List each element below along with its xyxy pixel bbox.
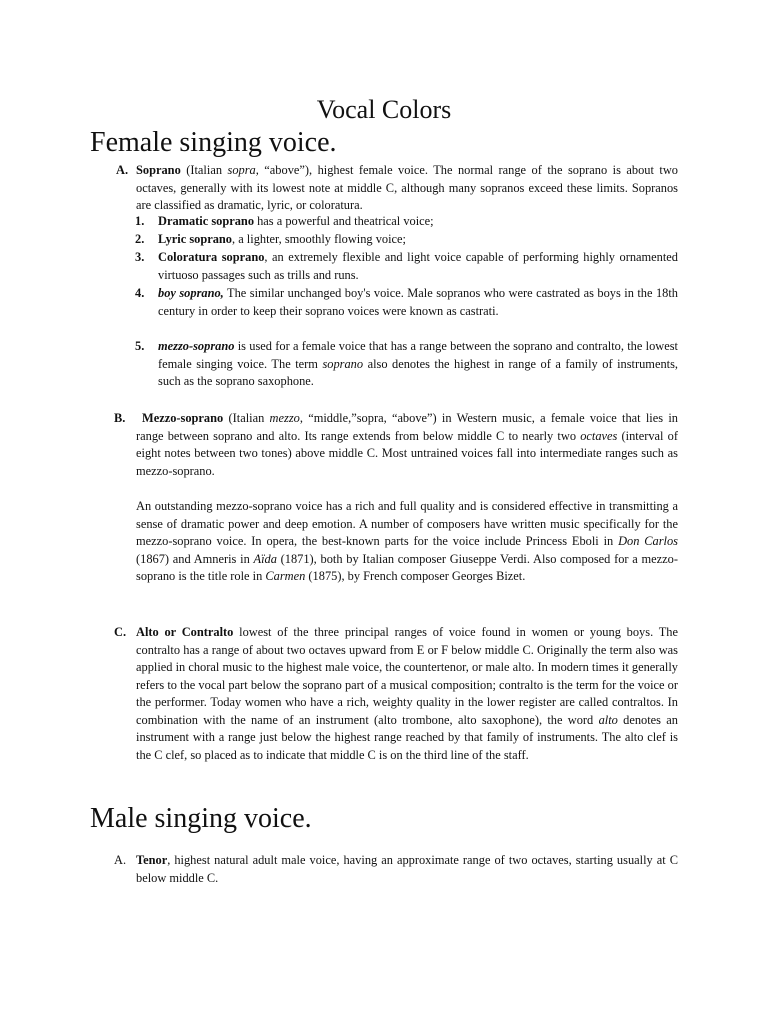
mezzo-soprano-paragraph bbox=[136, 410, 678, 480]
term: boy soprano, bbox=[158, 286, 224, 300]
text-run: , a lighter, smoothly flowing voice; bbox=[232, 232, 406, 246]
term-soprano: Soprano bbox=[136, 163, 181, 177]
female-voice-heading: Female singing voice. bbox=[90, 127, 337, 158]
list-item-coloratura-soprano bbox=[158, 249, 678, 284]
term-tenor: Tenor bbox=[136, 853, 168, 867]
term: Lyric soprano bbox=[158, 232, 233, 246]
text-run: sopra, bbox=[227, 163, 259, 177]
mezzo-soprano-paragraph-2 bbox=[136, 498, 678, 586]
list-marker: A. bbox=[114, 853, 127, 867]
opera-title: Carmen bbox=[265, 569, 306, 583]
term: Coloratura soprano bbox=[158, 250, 265, 264]
opera-title: Don Carlos bbox=[618, 534, 679, 548]
text-run: alto bbox=[598, 712, 618, 727]
text-run: , an extremely flexible and light voice capable of performing highly ornamented virtuoso passages such as trills and runs. bbox=[158, 250, 678, 282]
term: mezzo-soprano bbox=[158, 339, 235, 353]
text-run: (1867) and Amneris in bbox=[136, 551, 254, 566]
text-run: also denotes the highest in range of a family of instruments, such as the soprano saxophone. bbox=[158, 356, 678, 388]
term: Dramatic soprano bbox=[158, 214, 255, 228]
list-item-boy-soprano bbox=[158, 285, 678, 320]
soprano-paragraph bbox=[136, 162, 678, 215]
sub-marker: 5. bbox=[135, 339, 145, 353]
text-run: has a powerful and theatrical voice; bbox=[254, 214, 434, 228]
text-run: (1875), by French composer Georges Bizet. bbox=[305, 569, 526, 583]
sub-marker: 2. bbox=[135, 232, 145, 246]
term-alto: Alto or Contralto bbox=[136, 625, 234, 639]
text-run: (Italian bbox=[180, 163, 228, 177]
text-run: , highest natural adult male voice, having an approximate range of two octaves, starting usually at C below middle C. bbox=[136, 853, 678, 885]
text-run: octaves bbox=[580, 428, 618, 443]
text-run: (Italian bbox=[223, 411, 270, 425]
sub-marker: 4. bbox=[135, 286, 145, 300]
list-item-lyric-soprano bbox=[158, 231, 678, 249]
page-title: Vocal Colors bbox=[316, 95, 452, 124]
opera-title: Aïda bbox=[253, 551, 277, 566]
sub-marker: 3. bbox=[135, 250, 145, 264]
list-item-mezzo-soprano bbox=[158, 338, 678, 391]
male-voice-heading: Male singing voice. bbox=[90, 803, 312, 834]
list-marker: B. bbox=[114, 411, 126, 425]
alto-paragraph bbox=[136, 624, 678, 764]
tenor-paragraph bbox=[136, 852, 678, 887]
sub-marker: 1. bbox=[135, 214, 145, 228]
text-run: soprano bbox=[322, 356, 364, 371]
list-marker: C. bbox=[114, 625, 127, 639]
text-run: “above”), highest female voice. The normal range of the soprano is about two octaves, generally with its lowest note at middle C, although many sopranos exceed these limits. Sopranos are classified as dramatic, lyric, or coloratura. bbox=[136, 163, 678, 212]
list-marker: A. bbox=[116, 163, 129, 177]
text-run: (interval of eight notes between two tones) above middle C. Most untrained voices fall into intermediate ranges such as mezzo-soprano. bbox=[136, 428, 678, 478]
text-run: mezzo bbox=[269, 411, 300, 425]
text-run: The similar unchanged boy's voice. Male sopranos who were castrated as boys in the 18th century in order to keep their soprano voices were known as castrati. bbox=[158, 286, 679, 318]
text-run: (1871), both by Italian composer Giuseppe Verdi. Also composed for a mezzo-soprano is the title role in bbox=[136, 551, 678, 583]
text-run: , “middle,”sopra, “above”) in Western music, a female voice that lies in range between soprano and alto. Its range extends from below middle C to nearly two bbox=[136, 411, 678, 443]
text-run: denotes an instrument with a range just below the highest range reached by that family of instruments. The alto clef is the C clef, so placed as to indicate that middle C is on the third line of the staff. bbox=[136, 712, 678, 762]
text-run: is used for a female voice that has a range between the soprano and contralto, the lowest female singing voice. The term bbox=[158, 339, 678, 371]
term-mezzo-soprano: Mezzo-soprano bbox=[142, 411, 224, 425]
list-item-dramatic-soprano bbox=[158, 213, 678, 231]
text-run: An outstanding mezzo-soprano voice has a rich and full quality and is considered effective in transmitting a sense of dramatic power and deep emotion. A number of composers have written music specifically for the mezzo-soprano voice. In opera, the best-known parts for the voice include Princess Eboli in bbox=[136, 499, 678, 548]
text-run: lowest of the three principal ranges of voice found in women or young boys. The contralto has a range of about two octaves upward from E or F below middle C. Originally the term also was applied in choral music to the highest male voice, the countertenor, or male alto. In modern times it generally refers to the vocal part below the soprano part of a musical composition; contralto is the term for the voice or the performer. Today women who have a rich, weighty quality in the lower register are called contraltos. In combination with the name of an instrument (alto trombone, alto saxophone), the word bbox=[136, 625, 678, 727]
